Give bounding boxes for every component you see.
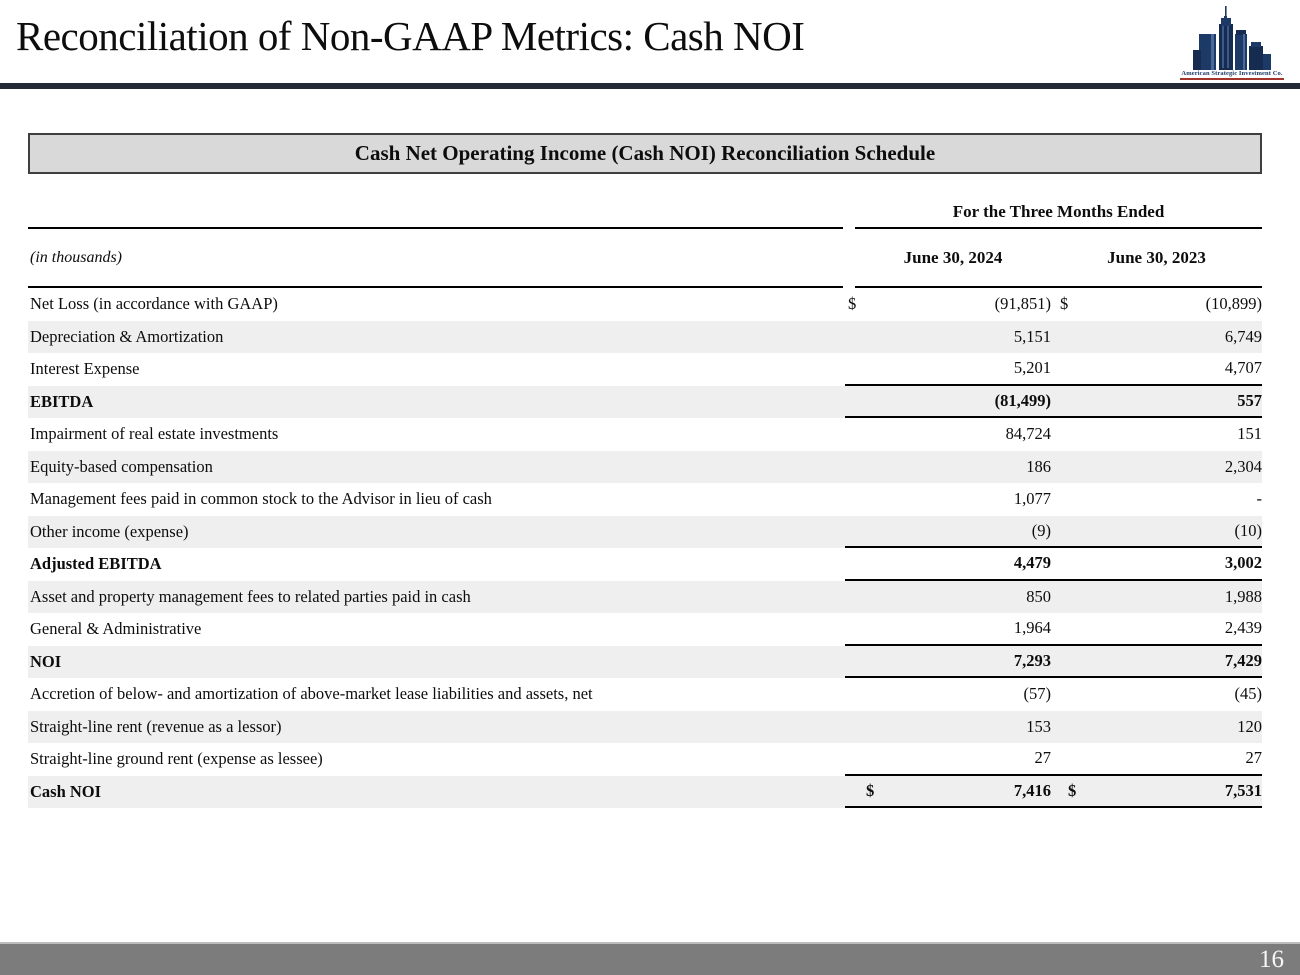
value-cell-2024 xyxy=(845,646,1051,677)
row-values xyxy=(845,613,1262,646)
value-cell-2023 xyxy=(1051,711,1262,744)
row-label: General & Administrative xyxy=(30,619,202,639)
table-row xyxy=(28,288,1262,321)
units-label: (in thousands) xyxy=(28,229,843,288)
row-label: Straight-line rent (revenue as a lessor) xyxy=(30,716,282,736)
value-2023: 7,531 xyxy=(1224,780,1262,800)
table-row xyxy=(28,516,1262,549)
row-values xyxy=(845,353,1262,386)
table-row xyxy=(28,613,1262,646)
page-number: 16 xyxy=(1259,945,1284,973)
row-label: Asset and property management fees to related parties paid in cash xyxy=(30,586,471,606)
value-cell-2023 xyxy=(1051,776,1262,807)
row-values xyxy=(845,743,1262,776)
row-values xyxy=(845,451,1262,484)
value-cell-2023 xyxy=(1051,613,1262,644)
logo-underline xyxy=(1180,78,1284,80)
value-2024: (81,499) xyxy=(994,390,1051,410)
value-cell-2024 xyxy=(845,386,1051,417)
column-header-2024: June 30, 2024 xyxy=(903,247,1003,267)
table-row xyxy=(28,743,1262,776)
company-name: American Strategic Investment Co. xyxy=(1181,70,1283,77)
row-values xyxy=(845,776,1262,809)
value-cell-2024 xyxy=(845,548,1051,579)
value-cell-2024 xyxy=(845,743,1051,774)
row-label: EBITDA xyxy=(30,391,94,411)
row-label: Adjusted EBITDA xyxy=(30,554,162,574)
row-label: NOI xyxy=(30,651,62,671)
value-2023: (10,899) xyxy=(1205,294,1262,314)
footer-bar xyxy=(0,942,1300,975)
table-row xyxy=(28,678,1262,711)
value-cell-2024 xyxy=(845,516,1051,547)
value-2024: 186 xyxy=(1026,456,1051,476)
row-values xyxy=(845,646,1262,679)
value-cell-2023 xyxy=(1051,678,1262,711)
value-cell-2024 xyxy=(845,581,1051,614)
value-2024: (91,851) xyxy=(994,294,1051,314)
dollar-sign: $ xyxy=(1068,780,1077,800)
value-cell-2024 xyxy=(845,711,1051,744)
value-2023: 2,439 xyxy=(1224,618,1262,638)
value-cell-2023 xyxy=(1051,743,1262,774)
value-2023: (10) xyxy=(1234,520,1262,540)
row-label: Management fees paid in common stock to the Advisor in lieu of cash xyxy=(30,489,492,509)
column-header-2023: June 30, 2023 xyxy=(1107,247,1206,267)
value-2024: 7,293 xyxy=(1013,650,1051,670)
table-row xyxy=(28,386,1262,419)
value-cell-2023 xyxy=(1051,451,1262,484)
row-label: Impairment of real estate investments xyxy=(30,424,279,444)
value-cell-2024 xyxy=(845,288,1051,321)
label-column-spacer xyxy=(28,193,843,229)
value-cell-2023 xyxy=(1051,581,1262,614)
table-row xyxy=(28,646,1262,679)
row-values xyxy=(845,288,1262,321)
company-logo xyxy=(1172,4,1292,80)
value-cell-2023 xyxy=(1051,288,1262,321)
table-row xyxy=(28,483,1262,516)
table-row xyxy=(28,321,1262,354)
row-label: Depreciation & Amortization xyxy=(30,326,224,346)
schedule-banner-text: Cash Net Operating Income (Cash NOI) Reconciliation Schedule xyxy=(354,141,936,165)
value-2023: 151 xyxy=(1237,424,1262,444)
dollar-sign: $ xyxy=(866,780,875,800)
value-2023: 2,304 xyxy=(1224,456,1262,476)
value-2024: 153 xyxy=(1026,716,1051,736)
row-values xyxy=(845,516,1262,549)
value-2023: 1,988 xyxy=(1224,586,1262,606)
value-cell-2023 xyxy=(1051,646,1262,677)
value-cell-2023 xyxy=(1051,516,1262,547)
value-2023: 6,749 xyxy=(1224,326,1262,346)
date-columns xyxy=(855,229,1262,288)
row-label: Interest Expense xyxy=(30,359,140,379)
row-values xyxy=(845,418,1262,451)
value-cell-2023 xyxy=(1051,386,1262,417)
value-2024: 850 xyxy=(1026,586,1051,606)
value-cell-2023 xyxy=(1051,321,1262,354)
table-row xyxy=(28,581,1262,614)
dollar-sign: $ xyxy=(848,294,857,314)
row-values xyxy=(845,548,1262,581)
table-row xyxy=(28,548,1262,581)
value-2023: 120 xyxy=(1237,716,1262,736)
value-2023: 7,429 xyxy=(1224,650,1262,670)
table-row xyxy=(28,418,1262,451)
value-cell-2024 xyxy=(845,776,1051,807)
value-cell-2024 xyxy=(845,353,1051,384)
row-label: Accretion of below- and amortization of above-market lease liabilities and assets, net xyxy=(30,684,593,704)
value-2024: 1,077 xyxy=(1013,489,1051,509)
value-2023: 3,002 xyxy=(1224,553,1262,573)
value-2024: 5,151 xyxy=(1013,326,1051,346)
table-row xyxy=(28,776,1262,809)
value-2023: 4,707 xyxy=(1224,358,1262,378)
value-2024: 7,416 xyxy=(1013,780,1051,800)
column-gap xyxy=(843,193,855,229)
value-2023: 27 xyxy=(1245,748,1262,768)
value-2024: (9) xyxy=(1031,520,1051,540)
row-label: Cash NOI xyxy=(30,781,102,801)
schedule-banner xyxy=(28,133,1262,174)
title-divider xyxy=(0,83,1300,89)
row-values xyxy=(845,678,1262,711)
value-cell-2024 xyxy=(845,418,1051,451)
value-2023: (45) xyxy=(1234,684,1262,704)
period-header: For the Three Months Ended xyxy=(855,193,1262,229)
value-2024: 1,964 xyxy=(1013,618,1051,638)
row-values xyxy=(845,386,1262,419)
row-label: Net Loss (in accordance with GAAP) xyxy=(30,294,278,314)
value-2024: 5,201 xyxy=(1013,358,1051,378)
row-values xyxy=(845,321,1262,354)
table-body xyxy=(28,288,1262,808)
row-values xyxy=(845,483,1262,516)
table-row xyxy=(28,451,1262,484)
row-label: Equity-based compensation xyxy=(30,456,213,476)
table-row xyxy=(28,353,1262,386)
table-row xyxy=(28,711,1262,744)
value-cell-2023 xyxy=(1051,353,1262,384)
value-cell-2024 xyxy=(845,321,1051,354)
reconciliation-table xyxy=(28,193,1262,808)
table-column-header-row xyxy=(28,229,1262,288)
value-2024: (57) xyxy=(1023,684,1051,704)
value-cell-2023 xyxy=(1051,483,1262,516)
value-cell-2024 xyxy=(845,483,1051,516)
page-title: Reconciliation of Non-GAAP Metrics: Cash NOI xyxy=(16,13,805,59)
column-gap xyxy=(843,229,855,288)
value-cell-2023 xyxy=(1051,418,1262,451)
value-cell-2024 xyxy=(845,678,1051,711)
row-values xyxy=(845,711,1262,744)
row-label: Straight-line ground rent (expense as lessee) xyxy=(30,749,323,769)
value-2024: 4,479 xyxy=(1013,553,1051,573)
skyline-icon xyxy=(1177,4,1287,70)
value-2024: 27 xyxy=(1034,748,1051,768)
value-cell-2024 xyxy=(845,613,1051,644)
row-label: Other income (expense) xyxy=(30,521,189,541)
dollar-sign: $ xyxy=(1060,294,1069,314)
value-2023: - xyxy=(1256,489,1262,509)
value-2023: 557 xyxy=(1237,390,1262,410)
row-values xyxy=(845,581,1262,614)
value-cell-2023 xyxy=(1051,548,1262,579)
value-cell-2024 xyxy=(845,451,1051,484)
table-period-header-row xyxy=(28,193,1262,229)
value-2024: 84,724 xyxy=(1005,424,1051,444)
